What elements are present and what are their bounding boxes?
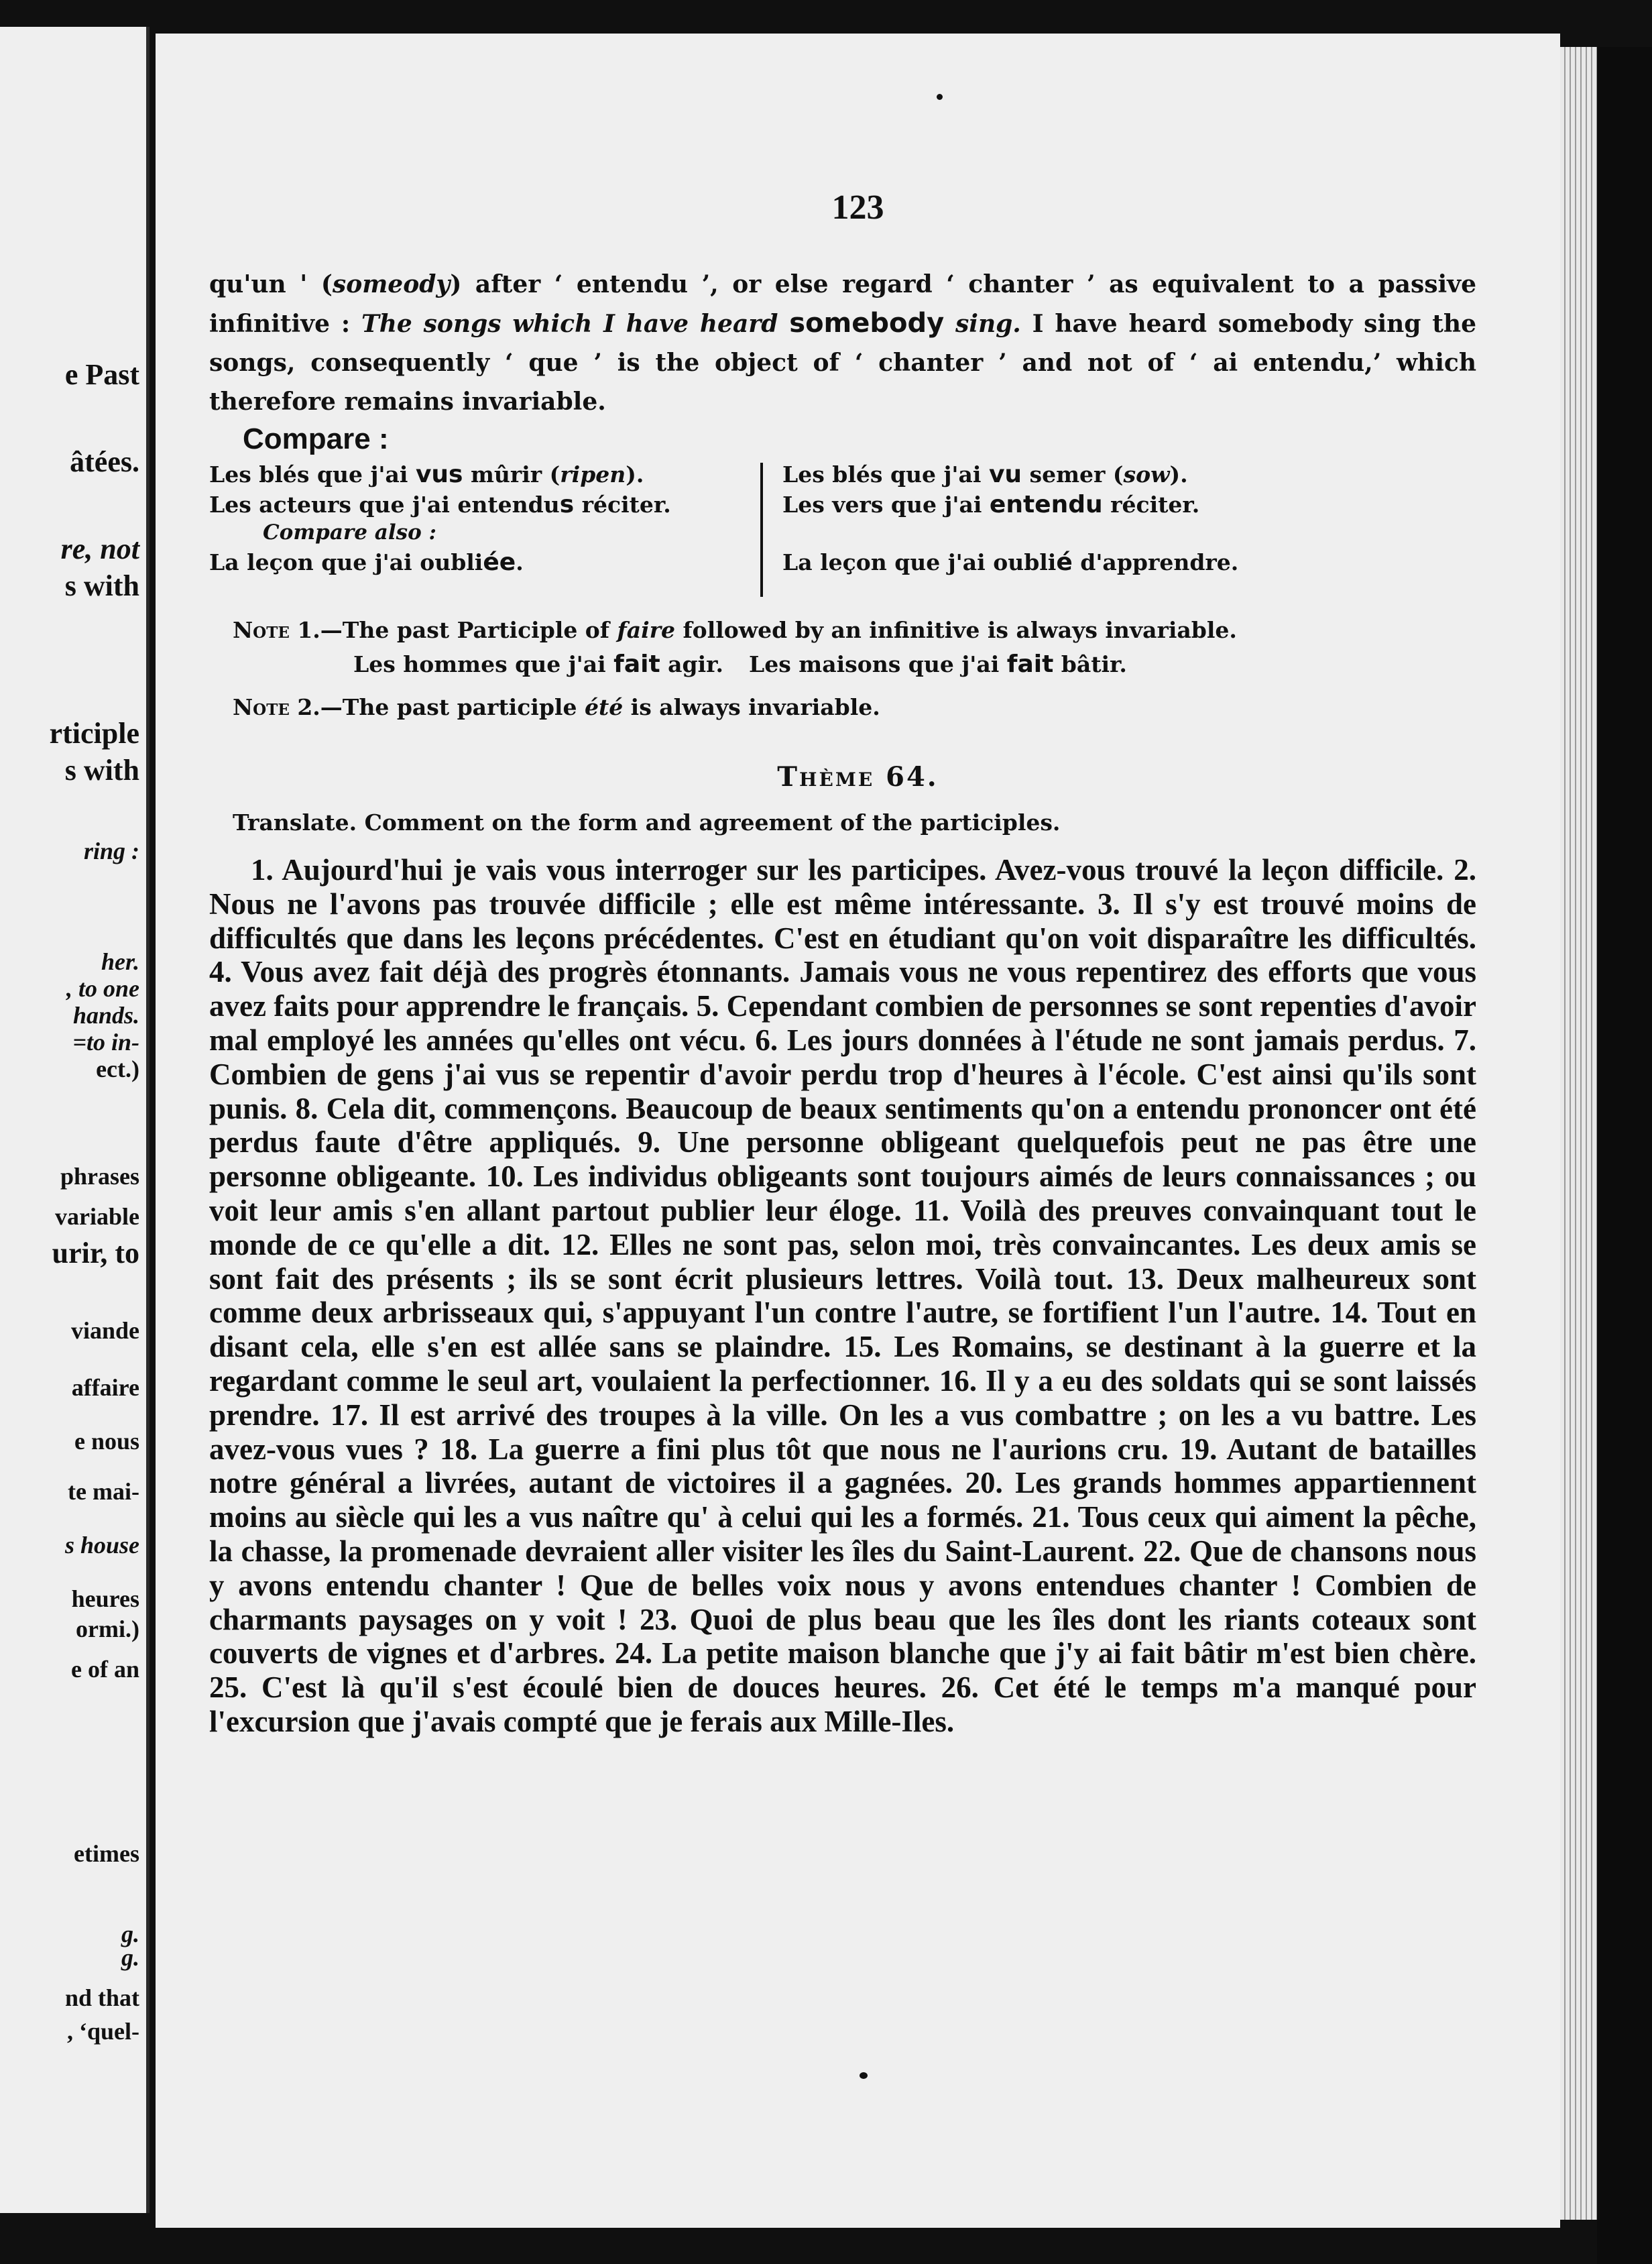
text: fait <box>1006 650 1054 678</box>
text: ée <box>483 549 516 576</box>
left-page-text-fragment: e of an <box>71 1656 139 1683</box>
left-page-text-fragment: ect.) <box>96 1056 139 1082</box>
text: vu <box>988 461 1022 488</box>
intro-text-1: qu'un ' ( <box>209 270 333 298</box>
left-page-text-fragment: g. <box>121 1944 139 1971</box>
text: bâtir. <box>1053 651 1127 677</box>
compare-right-column <box>782 457 1238 578</box>
note-1-examples <box>353 650 1127 678</box>
theme-body: 1. Aujourd'hui je vais vous interroger sur les participes. Avez-vous trouvé la leçon difficile. 2. Nous ne l'avons pas trouvée difficile ; elle est même intéressante. 3. Il s'y est trouvé moins de difficultés que dans les leçons précédentes. C'est en étudiant qu'on voit disparaître les difficultés. 4. Vous avez fait déjà des progrès étonnants. Jamais vous ne vous repentirez des efforts que vous avez faits pour apprendre le français. 5. Cependant combien de personnes se sont repenties d'avoir mal employé les années qu'elles ont vécu. 6. Les jours données à l'étude ne sont jamais perdus. 7. Combien de gens j'ai vus se repentir d'avoir perdu trop d'heures à l'école. C'est ainsi qu'ils sont punis. 8. Cela dit, commençons. Beaucoup de beaux sentiments qu'on a entendu prononcer ont été perdus faute d'être appliqués. 9. Une personne obligeant quelquefois peut ne pas être une personne obligeante. 10. Les individus obligeants sont toujours aimés de leurs connaissances ; ou voit leur amis s'en allant partout publier leur éloge. 11. Voilà des preuves convainquant tout le monde de ce qu'elle a dit. 12. Elles ne sont pas, selon moi, très convaincantes. Les deux amis se sont fait des présents ; ils se sont écrit plusieurs lettres. Voilà tout. 13. Deux malheureux sont comme deux arbrisseaux qui, s'appuyant l'un contre l'autre, se fortifient l'un l'autre. 14. Tout en disant cela, elle s'en est allée sans se plaindre. 15. Les Romains, se destinant à la guerre et la regardant comme le seul art, voulaient la perfectionner. 16. Il y a eu des soldats qui se sont laissés prendre. 17. Il est arrivé des troupes à la ville. On les a vus combattre ; on les a vu battre. Les avez-vous vues ? 18. La guerre a fini plus tôt que nous ne l'aurions cru. 19. Autant de batailles notre général a livrées, autant de victoires il a gagnées. 20. Les grands hommes appartiennent moins au siècle qui les a vus naître qu' à celui qui les a formés. 21. Tous ceux qui aiment la pêche, la chasse, la promenade devraient aller visiter les îles du Saint-Laurent. 22. Que de chansons nous y avons entendu chanter ! Que de belles voix nous y avons entendues chanter ! Combien de charmants paysages on y voit ! 23. Quoi de plus beau que les îles dont les riants coteaux sont couverts de vignes et d'arbres. 24. La petite maison blanche que j'y ai fait bâtir m'est bien chère. 25. C'est là qu'il s'est écoulé bien de douces heures. 26. Cet été le temps m'a manqué pour l'excursion que j'avais compté que je ferais aux Mille-Iles. <box>209 853 1476 1738</box>
text: Les blés que j'ai <box>782 461 989 488</box>
text: réciter. <box>1102 492 1200 518</box>
theme-title: Thème 64. <box>777 761 939 793</box>
text: été <box>584 694 624 720</box>
compare-left-line-4 <box>209 543 671 578</box>
compare-also-label <box>209 518 671 543</box>
text: fait <box>613 650 660 678</box>
text: . <box>516 549 524 575</box>
left-page-text-fragment: re, not <box>60 532 139 565</box>
note-1-label: Note 1. <box>233 617 320 643</box>
note-2-label: Note 2. <box>233 694 320 720</box>
left-page-text-fragment: ormi.) <box>76 1616 139 1642</box>
left-page-text-fragment: s house <box>64 1532 139 1559</box>
text: Les blés que j'ai <box>209 461 416 488</box>
intro-text-2: someody <box>332 270 451 298</box>
compare-right-line-4 <box>782 543 1238 578</box>
text: Les hommes que j'ai <box>353 651 614 677</box>
left-page-text-fragment: âtées. <box>70 445 139 478</box>
spacer <box>782 518 1238 543</box>
text: ). <box>626 461 644 488</box>
text: agir. <box>660 651 724 677</box>
compare-left-line-2 <box>209 492 671 518</box>
text: é <box>1056 549 1073 576</box>
text: Les vers que j'ai <box>782 492 990 518</box>
compare-left-column <box>209 457 671 578</box>
intro-text-7: I have heard somebody sing the songs, consequently ‘ que ’ is the object of ‘ chanter ’ and not of ‘ ai entendu,’ which therefore remains invariable. <box>209 310 1476 416</box>
text: —The past participle <box>320 694 585 720</box>
left-page-text-fragment: heures <box>71 1585 139 1612</box>
page-number: 123 <box>831 188 884 227</box>
text: réciter. <box>574 492 671 518</box>
text: Les acteurs que j'ai entendu <box>209 492 560 518</box>
left-facing-page-fragment <box>0 27 150 2213</box>
text: followed by an infinitive is always invariable. <box>675 617 1237 643</box>
left-page-text-fragment: s with <box>64 569 139 602</box>
text: ripen <box>560 461 626 488</box>
left-page-text-fragment: hands. <box>72 1002 139 1029</box>
left-page-text-fragment: her. <box>101 948 139 975</box>
compare-right-line-1 <box>782 457 1238 492</box>
text: ). <box>1169 461 1188 488</box>
left-page-text-fragment: affaire <box>71 1374 139 1401</box>
text: La leçon que j'ai oubli <box>782 549 1057 575</box>
page-edges <box>1560 47 1597 2220</box>
text: sow <box>1123 461 1170 488</box>
note-1 <box>233 617 1237 643</box>
left-page-text-fragment: e nous <box>74 1428 139 1455</box>
text: Compare also : <box>263 520 436 545</box>
text: faire <box>617 617 675 643</box>
left-page-text-fragment: g. <box>121 1921 139 1947</box>
left-page-text-fragment: urir, to <box>52 1237 139 1269</box>
intro-text-3: ) after ‘ entendu ’, or else regard ‘ chanter ’ as equivalent to a passive infinitive : <box>209 270 1476 338</box>
intro-paragraph <box>209 265 1476 421</box>
text: entendu <box>989 491 1103 518</box>
theme-instructions: Translate. Comment on the form and agreement of the participles. <box>233 809 1061 836</box>
text: mûrir ( <box>463 461 560 488</box>
left-page-text-fragment: variable <box>55 1203 139 1230</box>
text: d'apprendre. <box>1072 549 1239 575</box>
main-page <box>156 34 1560 2228</box>
left-page-text-fragment: ring : <box>83 838 139 864</box>
left-page-text-fragment: rticiple <box>49 717 139 750</box>
compare-right-line-2 <box>782 492 1238 518</box>
left-page-text-fragment: e Past <box>64 358 139 391</box>
left-page-text-fragment: , ‘quel- <box>67 2018 139 2045</box>
text: s <box>559 491 575 518</box>
left-page-text-fragment: =to in- <box>72 1029 139 1056</box>
text: Les maisons que j'ai <box>749 651 1007 677</box>
compare-left-line-1 <box>209 457 671 492</box>
page-edge-shadow <box>1597 47 1652 2264</box>
text: vus <box>415 461 463 488</box>
left-page-text-fragment: te mai- <box>68 1478 139 1505</box>
intro-text-5: somebody <box>789 308 945 339</box>
text: is always invariable. <box>623 694 880 720</box>
left-page-text-fragment: s with <box>64 754 139 787</box>
left-page-text-fragment: etimes <box>74 1840 139 1867</box>
print-speck <box>937 94 943 100</box>
intro-text-6: sing. <box>955 310 1021 338</box>
compare-divider <box>760 463 763 597</box>
text: —The past Participle of <box>320 617 617 643</box>
text: semer ( <box>1022 461 1124 488</box>
left-page-text-fragment: , to one <box>66 975 139 1002</box>
left-page-text-fragment: nd that <box>64 1984 139 2011</box>
print-speck <box>860 2072 868 2079</box>
note-2 <box>233 694 880 720</box>
intro-text-4: The songs which I have heard <box>361 310 778 338</box>
left-page-text-fragment: phrases <box>60 1163 139 1190</box>
left-page-text-fragment: viande <box>70 1317 139 1344</box>
compare-heading: Compare : <box>243 422 389 455</box>
text: La leçon que j'ai oubli <box>209 549 483 575</box>
